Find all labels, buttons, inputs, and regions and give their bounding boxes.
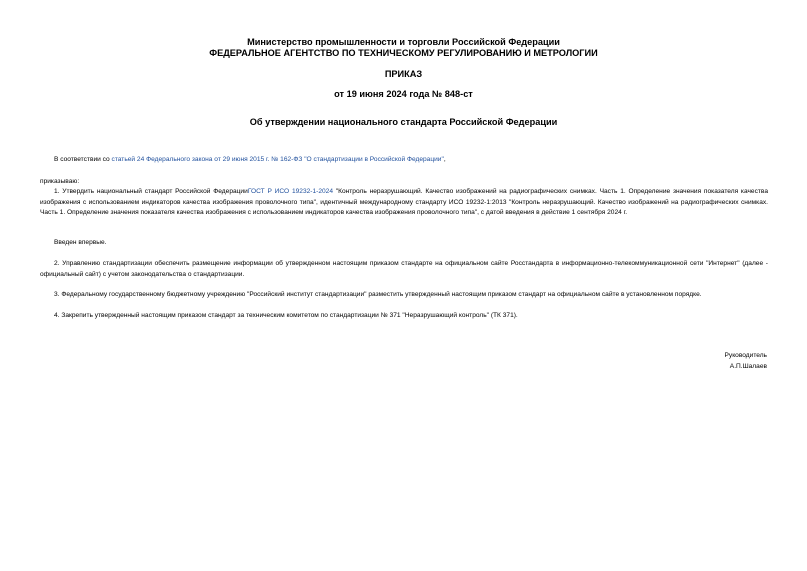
gost-standard-link[interactable]: ГОСТ Р ИСО 19232-1-2024 — [247, 188, 334, 195]
federal-law-link[interactable]: статьей 24 Федерального закона от 29 июня 2015 г. № 162-ФЗ "О стандартизации в Российской Федерации" — [111, 156, 444, 163]
ministry-name: Министерство промышленности и торговли Российской Федерации — [247, 37, 560, 47]
order-word: приказываю: — [40, 178, 80, 185]
signature-name: А.П.Шалаев — [729, 363, 767, 370]
item-4-paragraph: 4. Закрепить утвержденный настоящим приказом стандарт за техническим комитетом по стандартизации № 371 "Неразрушающий контроль" (ТК 371). — [54, 312, 518, 319]
item-1-paragraph — [40, 187, 768, 219]
document-date-number: от 19 июня 2024 года № 848-ст — [334, 89, 473, 99]
item-1-prefix: 1. Утвердить национальный стандарт Российской Федерации — [54, 188, 248, 195]
preamble-suffix: , — [443, 156, 446, 163]
introduced-first-note: Введен впервые. — [54, 239, 107, 246]
document-title: Об утверждении национального стандарта Российской Федерации — [249, 117, 558, 127]
item-1-suffix: "Контроль неразрушающий. Качество изображений на радиографических снимках. Часть 1. Определение значения показателя качества изображения с использованием индикаторов качества изображения проволочного типа", идентичный международному стандарту ИСО 19232-1:2013 "Контроль неразрушающий. Качество изображений на радиографических снимках. Часть 1. Определение значения показателя качества изображения с использованием индикаторов качества изображения проволочного типа", с датой введения в действие 1 сентября 2024 г. — [40, 188, 768, 217]
preamble-prefix: В соответствии со — [54, 156, 112, 163]
preamble-paragraph — [40, 155, 768, 166]
agency-name: ФЕДЕРАЛЬНОЕ АГЕНТСТВО ПО ТЕХНИЧЕСКОМУ РЕГУЛИРОВАНИЮ И МЕТРОЛОГИИ — [209, 48, 598, 58]
signature-position: Руководитель — [724, 352, 767, 359]
item-2-paragraph: 2. Управлению стандартизации обеспечить размещение информации об утвержденном настоящим приказом стандарте на официальном сайте Росстандарта в информационно-телекоммуникационной сети "Интернет" (далее - официальный сайт) с учетом законодательства о стандартизации. — [40, 260, 768, 278]
item-3-paragraph: 3. Федеральному государственному бюджетному учреждению "Российский институт стандартизации" разместить утвержденный настоящим приказом стандарт на официальном сайте в установленном порядке. — [54, 291, 702, 298]
document-type: ПРИКАЗ — [384, 69, 423, 79]
